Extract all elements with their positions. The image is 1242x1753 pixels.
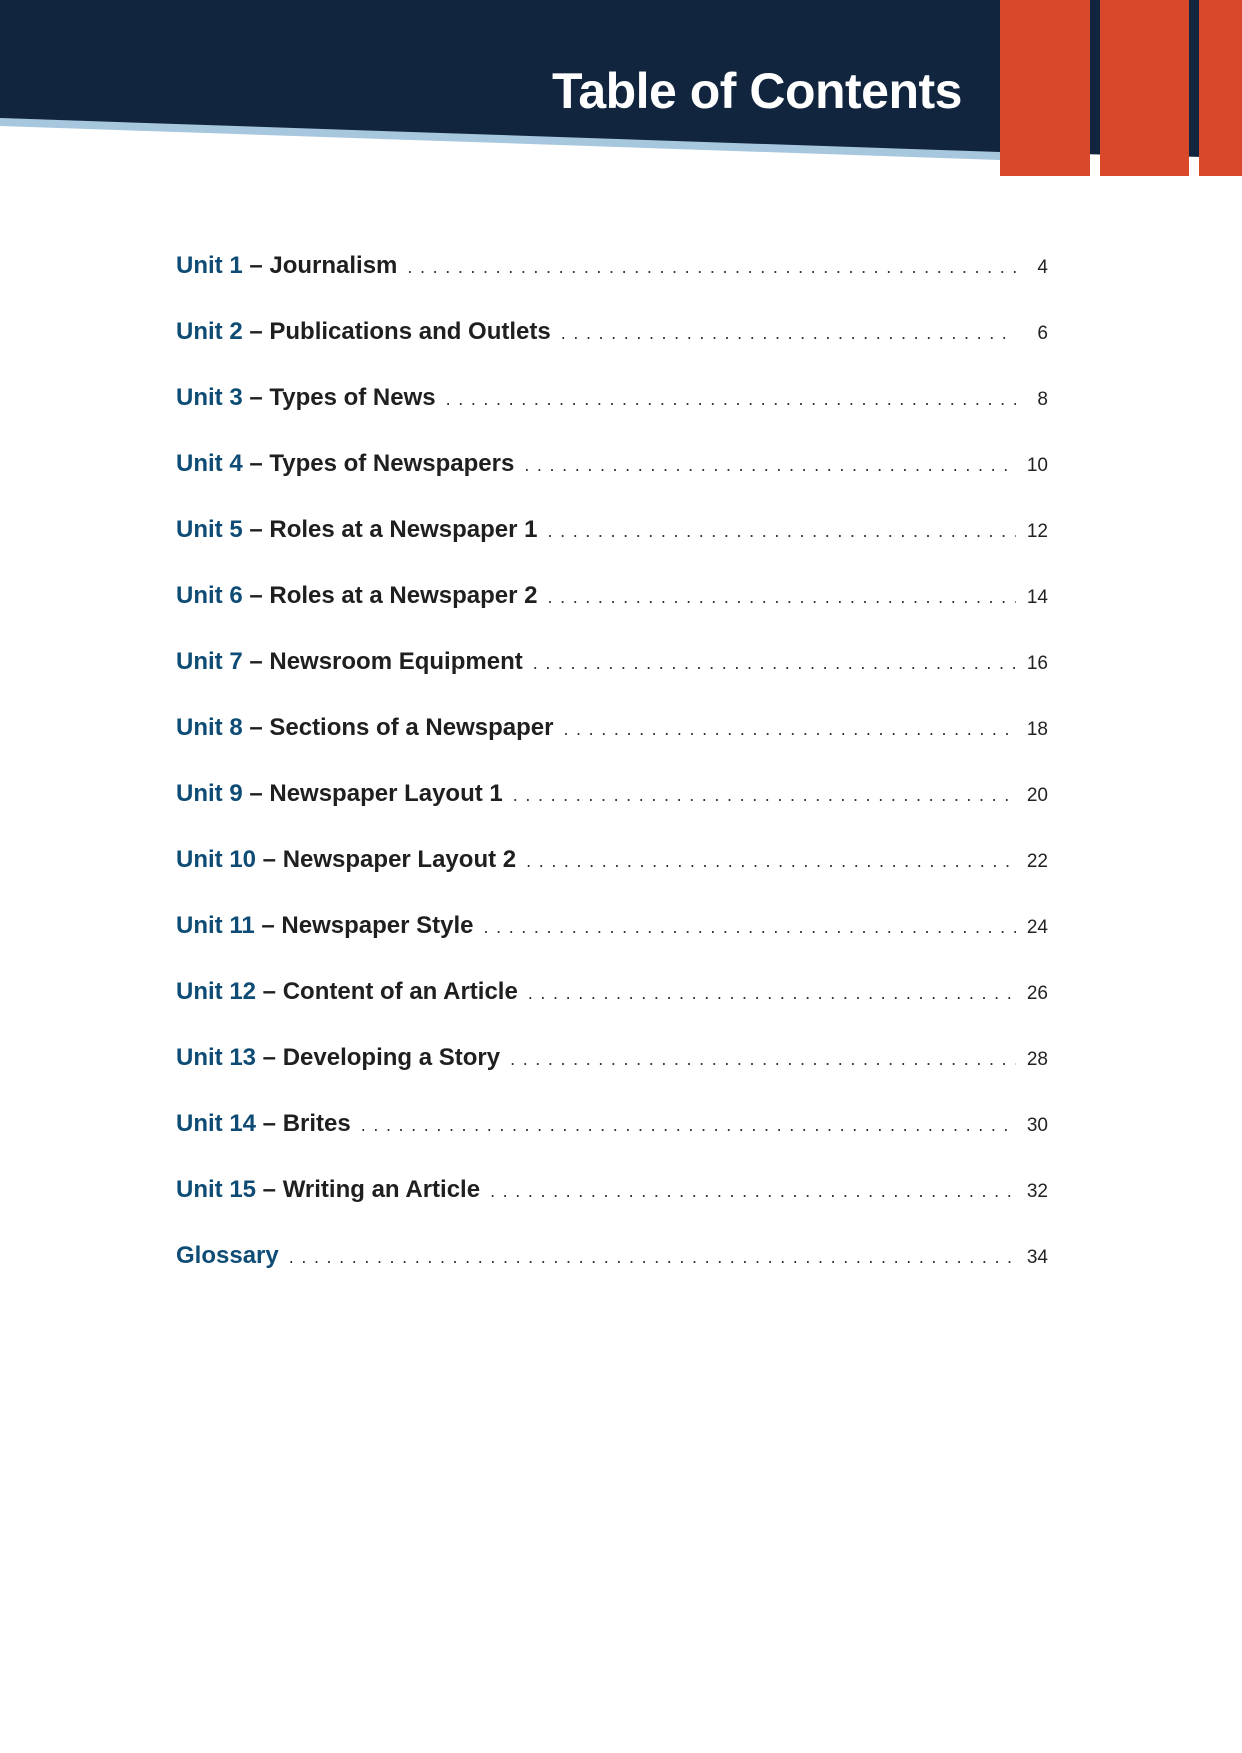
toc-entry-label <box>176 516 537 544</box>
toc-entry-label <box>176 648 523 676</box>
toc-entry-page-number: 6 <box>1037 323 1048 344</box>
toc-entry-unit: Glossary <box>176 1242 279 1269</box>
toc-dot-leader <box>533 653 1016 674</box>
toc-dot-leader <box>526 851 1016 872</box>
toc-entry-dash: – <box>242 252 270 279</box>
header-banner <box>0 0 1242 180</box>
header-orange-bar-3 <box>1199 0 1242 176</box>
toc-entry-page-number: 8 <box>1037 389 1048 410</box>
toc-entry-page-number: 24 <box>1026 917 1048 938</box>
toc-entry-unit: Unit 13 <box>176 1044 257 1071</box>
toc-dot-leader <box>524 455 1016 476</box>
toc-entry-page-number: 28 <box>1026 1049 1048 1070</box>
toc-entry-dash: – <box>242 516 270 543</box>
toc-entry[interactable] <box>176 582 1048 648</box>
toc-entry-unit: Unit 1 <box>176 252 243 279</box>
toc-dot-leader <box>510 1049 1016 1070</box>
toc-entry-dash: – <box>256 846 283 873</box>
toc-entry-label <box>176 582 537 610</box>
toc-entry-label <box>176 714 553 742</box>
toc-entry-label <box>176 912 473 940</box>
toc-dot-leader <box>563 719 1016 740</box>
toc-entry-unit: Unit 5 <box>176 516 243 543</box>
toc-entry-page-number: 10 <box>1026 455 1048 476</box>
toc-dot-leader <box>528 983 1016 1004</box>
toc-entry-page-number: 18 <box>1026 719 1048 740</box>
header-orange-bar-2 <box>1100 0 1189 176</box>
toc-entry-dash: – <box>256 1176 283 1203</box>
toc-entry-unit: Unit 3 <box>176 384 243 411</box>
toc-dot-leader <box>547 521 1016 542</box>
toc-entry[interactable] <box>176 450 1048 516</box>
toc-entry[interactable] <box>176 252 1048 318</box>
toc-entry-title: Content of an Article <box>282 978 518 1005</box>
toc-dot-leader <box>446 389 1016 410</box>
toc-entry-dash: – <box>242 648 270 675</box>
toc-entry-page-number: 22 <box>1026 851 1048 872</box>
toc-entry-page-number: 26 <box>1026 983 1048 1004</box>
toc-entry-unit: Unit 10 <box>176 846 257 873</box>
toc-entry-dash: – <box>242 582 270 609</box>
toc-entry-label <box>176 1176 480 1204</box>
toc-entry-title: Sections of a Newspaper <box>269 714 554 741</box>
toc-entry-title: Newsroom Equipment <box>269 648 523 675</box>
toc-entry-dash: – <box>256 1110 283 1137</box>
toc-entry-label <box>176 1242 279 1270</box>
table-of-contents <box>176 252 1048 1308</box>
toc-entry-unit: Unit 8 <box>176 714 243 741</box>
toc-entry-unit: Unit 12 <box>176 978 257 1005</box>
toc-entry-dash: – <box>242 714 270 741</box>
toc-entry-label <box>176 1044 500 1072</box>
toc-entry-title: Roles at a Newspaper 1 <box>269 516 538 543</box>
toc-entry-label <box>176 780 503 808</box>
toc-entry-label <box>176 846 516 874</box>
toc-entry-dash: – <box>242 780 270 807</box>
toc-entry-page-number: 32 <box>1026 1181 1048 1202</box>
toc-entry[interactable] <box>176 516 1048 582</box>
toc-dot-leader <box>513 785 1016 806</box>
toc-entry-label <box>176 318 551 346</box>
toc-entry-title: Roles at a Newspaper 2 <box>269 582 538 609</box>
toc-dot-leader <box>490 1181 1016 1202</box>
toc-dot-leader <box>483 917 1016 938</box>
toc-entry[interactable] <box>176 1110 1048 1176</box>
toc-entry-label <box>176 450 514 478</box>
toc-entry-dash: – <box>242 384 270 411</box>
toc-entry[interactable] <box>176 978 1048 1044</box>
toc-entry-title: Journalism <box>269 252 398 279</box>
toc-entry-title: Writing an Article <box>282 1176 481 1203</box>
page-title: Table of Contents <box>551 63 962 119</box>
toc-entry-title: Types of News <box>269 384 436 411</box>
toc-entry[interactable] <box>176 714 1048 780</box>
toc-entry-dash: – <box>256 978 283 1005</box>
toc-entry-unit: Unit 7 <box>176 648 243 675</box>
toc-entry-page-number: 34 <box>1026 1247 1048 1268</box>
toc-entry-title: Developing a Story <box>282 1044 501 1071</box>
toc-entry-label <box>176 252 397 280</box>
toc-entry-page-number: 12 <box>1026 521 1048 542</box>
toc-entry-label <box>176 978 518 1006</box>
toc-entry-title: Brites <box>282 1110 351 1137</box>
toc-entry[interactable] <box>176 318 1048 384</box>
toc-entry-unit: Unit 9 <box>176 780 243 807</box>
toc-dot-leader <box>547 587 1016 608</box>
toc-entry-page-number: 16 <box>1026 653 1048 674</box>
toc-entry-unit: Unit 14 <box>176 1110 257 1137</box>
toc-entry-unit: Unit 2 <box>176 318 243 345</box>
toc-entry[interactable] <box>176 780 1048 846</box>
toc-dot-leader <box>407 257 1016 278</box>
toc-entry-dash: – <box>242 318 270 345</box>
toc-entry-unit: Unit 15 <box>176 1176 257 1203</box>
toc-entry[interactable] <box>176 1044 1048 1110</box>
toc-entry-unit: Unit 6 <box>176 582 243 609</box>
toc-entry-page-number: 4 <box>1037 257 1048 278</box>
toc-entry[interactable] <box>176 648 1048 714</box>
toc-dot-leader <box>561 323 1016 344</box>
header-orange-bar-1 <box>1000 0 1090 176</box>
toc-entry-dash: – <box>256 1044 283 1071</box>
toc-entry-title: Types of Newspapers <box>269 450 515 477</box>
toc-entry-title: Publications and Outlets <box>269 318 551 345</box>
toc-entry-unit: Unit 11 <box>176 912 255 939</box>
toc-entry-dash: – <box>254 912 282 939</box>
toc-entry-label <box>176 1110 351 1138</box>
toc-entry-unit: Unit 4 <box>176 450 243 477</box>
toc-entry-page-number: 14 <box>1026 587 1048 608</box>
toc-entry-title: Newspaper Layout 1 <box>269 780 503 807</box>
toc-dot-leader <box>289 1247 1016 1268</box>
toc-entry[interactable] <box>176 384 1048 450</box>
toc-entry-title: Newspaper Style <box>281 912 474 939</box>
toc-dot-leader <box>361 1115 1016 1136</box>
toc-entry-label <box>176 384 436 412</box>
toc-entry[interactable] <box>176 1242 1048 1308</box>
toc-entry-page-number: 30 <box>1026 1115 1048 1136</box>
toc-entry-dash: – <box>242 450 270 477</box>
toc-entry-title: Newspaper Layout 2 <box>282 846 517 873</box>
toc-entry[interactable] <box>176 1176 1048 1242</box>
toc-entry[interactable] <box>176 846 1048 912</box>
toc-entry-page-number: 20 <box>1026 785 1048 806</box>
toc-entry[interactable] <box>176 912 1048 978</box>
